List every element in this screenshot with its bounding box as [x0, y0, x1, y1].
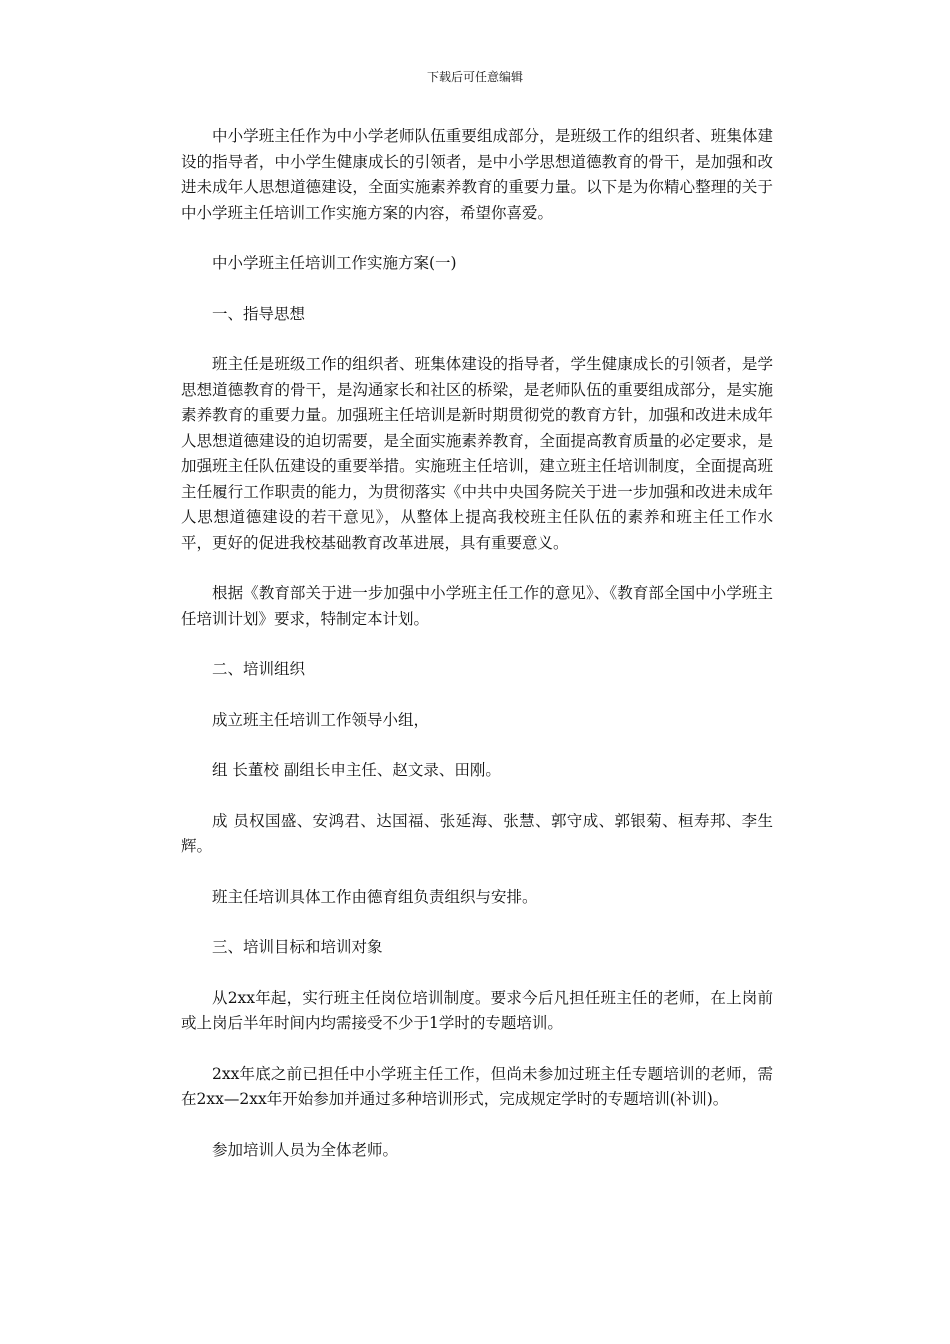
paragraph-group-members: 成 员权国盛、安鸿君、达国福、张延海、张慧、郭守成、郭银菊、桓寿邦、李生辉。 — [181, 811, 773, 855]
paragraph-participants: 参加培训人员为全体老师。 — [212, 1140, 399, 1159]
paragraph-training-system: 从2xx年起，实行班主任岗位培训制度。要求今后凡担任班主任的老师，在上岗前或上岗后半年时间内均需接受不少于1学时的专题培训。 — [181, 988, 773, 1032]
paragraph-group-leaders: 组 长董校 副组长申主任、赵文录、田刚。 — [212, 761, 501, 779]
paragraph-make-up-training: 2xx年底之前已担任中小学班主任工作，但尚未参加过班主任专题培训的老师，需在2xx—2xx年开始参加并通过多种培训形式，完成规定学时的专题培训(补训)。 — [181, 1064, 773, 1108]
paragraph-responsibility: 班主任培训具体工作由德育组负责组织与安排。 — [212, 887, 538, 906]
heading-training-organization: 二、培训组织 — [212, 660, 306, 678]
heading-guiding-ideology: 一、指导思想 — [212, 304, 306, 323]
paragraph-guiding-ideology: 班主任是班级工作的组织者、班集体建设的指导者，学生健康成长的引领者，是学思想道德教育的骨干，是沟通家长和社区的桥梁，是老师队伍的重要组成部分，是实施素养教育的重要力量。加强班主任培训是新时期贯彻党的教育方针，加强和改进未成年人思想道德建设的迫切需要，是全面实施素养教育，全面提高教育质量的必定要求，是加强班主任队伍建设的重要举措。实施班主任培训，建立班主任培训制度，全面提高班主任履行工作职责的能力，为贯彻落实《中共中央国务院关于进一步加强和改进未成年人思想道德建设的若干意见》，从整体上提高我校班主任队伍的素养和班主任工作水平，更好的促进我校基础教育改革进展，具有重要意义。 — [181, 355, 773, 552]
section-title: 中小学班主任培训工作实施方案(一) — [212, 254, 457, 272]
paragraph-basis: 根据《教育部关于进一步加强中小学班主任工作的意见》、《教育部全国中小学班主任培训计划》要求，特制定本计划。 — [181, 584, 773, 628]
intro-paragraph: 中小学班主任作为中小学老师队伍重要组成部分，是班级工作的组织者、班集体建设的指导者，中小学生健康成长的引领者，是中小学思想道德教育的骨干，是加强和改进未成年人思想道德建设，全面实施素养教育的重要力量。以下是为你精心整理的关于中小学班主任培训工作实施方案的内容，希望你喜爱。 — [181, 127, 773, 222]
heading-training-goals: 三、培训目标和培训对象 — [212, 938, 383, 956]
paragraph-leading-group: 成立班主任培训工作领导小组， — [212, 710, 430, 729]
document-body — [181, 124, 773, 1188]
page-header: 下载后可任意编辑 — [426, 70, 523, 84]
